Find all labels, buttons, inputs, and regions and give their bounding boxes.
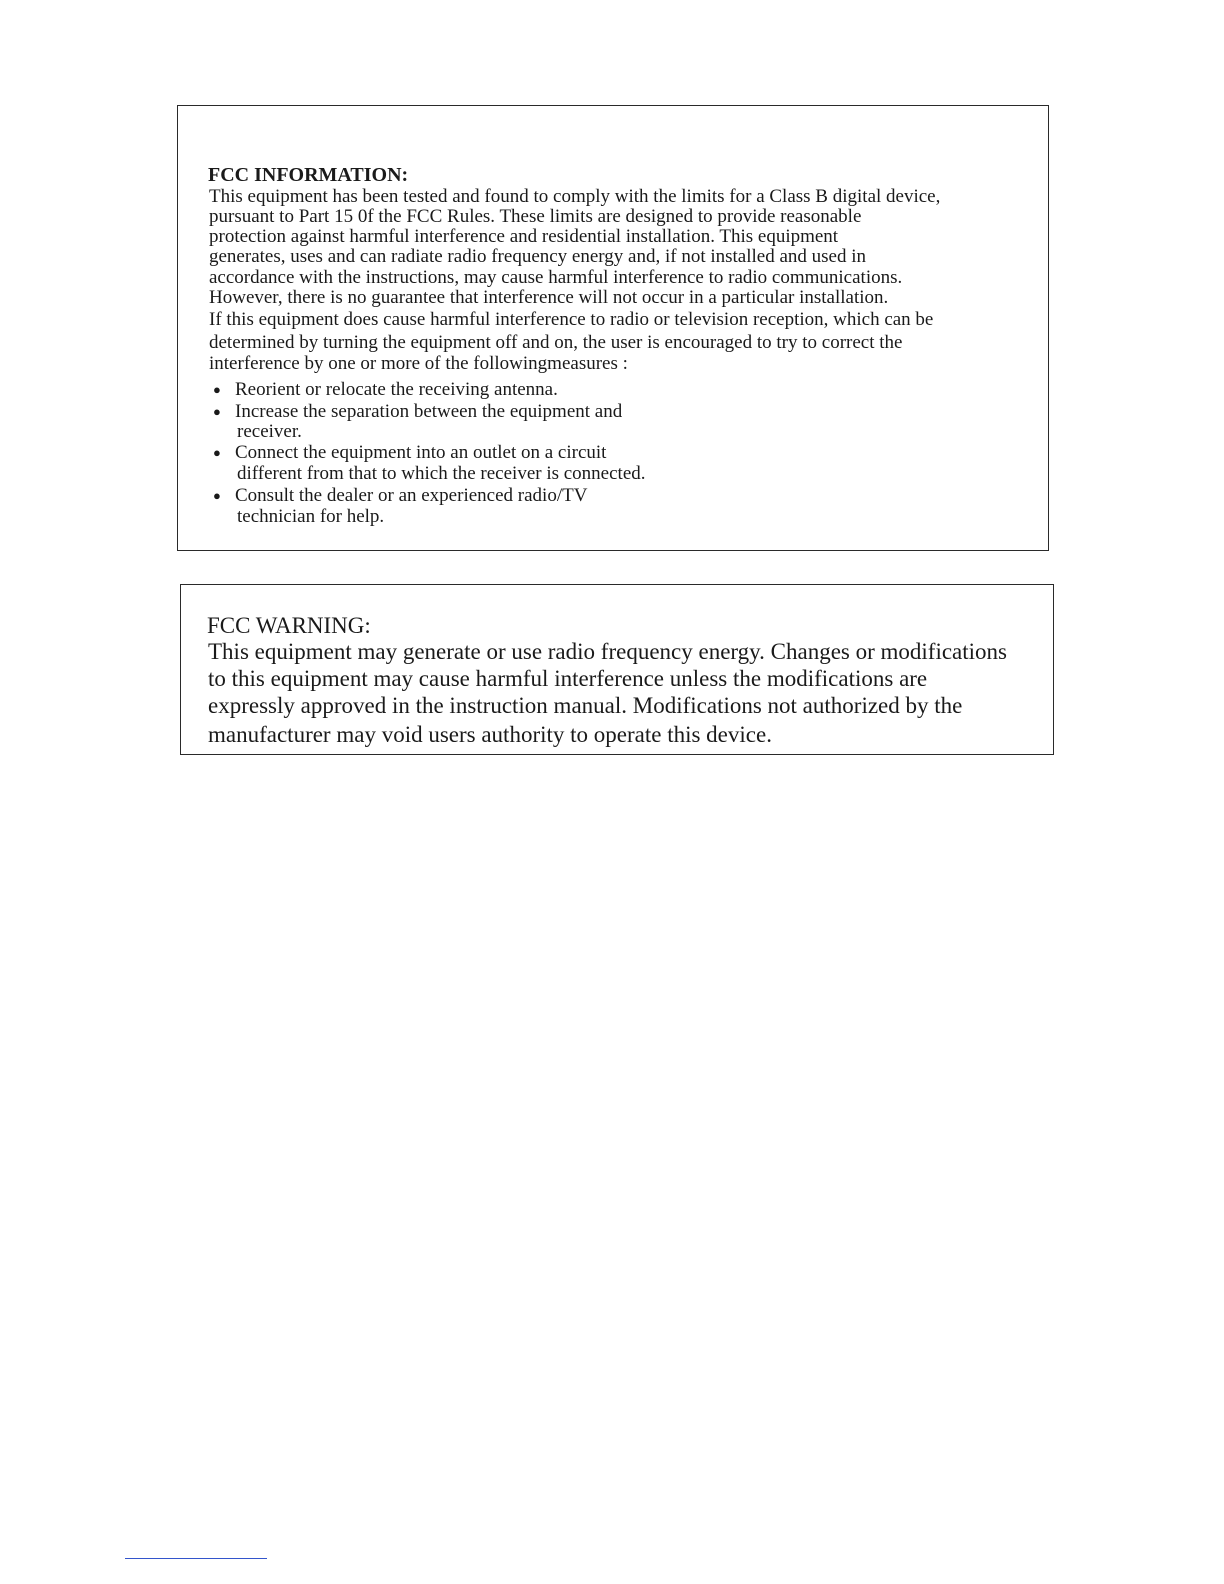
fcc-information-line: If this equipment does cause harmful interference to radio or television reception, which can be [209, 309, 934, 330]
bullet-item-continuation: receiver. [237, 421, 302, 442]
footnote-separator [125, 1558, 267, 1559]
bullet-item-continuation: different from that to which the receiver is connected. [237, 463, 646, 484]
fcc-warning-line: expressly approved in the instruction manual. Modifications not authorized by the [208, 693, 963, 718]
fcc-information-line: However, there is no guarantee that interference will not occur in a particular installation. [209, 287, 889, 308]
bullet-dot-icon: ● [213, 445, 221, 460]
fcc-warning-line: to this equipment may cause harmful interference unless the modifications are [208, 666, 928, 691]
bullet-item-continuation: technician for help. [237, 506, 385, 527]
fcc-information-line: This equipment has been tested and found to comply with the limits for a Class B digital device, [209, 186, 941, 207]
fcc-information-line: pursuant to Part 15 0f the FCC Rules. These limits are designed to provide reasonable [209, 206, 862, 227]
fcc-information-line: determined by turning the equipment off and on, the user is encouraged to try to correct the [209, 332, 903, 353]
bullet-item: Reorient or relocate the receiving antenna. [235, 379, 558, 400]
fcc-information-line: generates, uses and can radiate radio frequency energy and, if not installed and used in [209, 246, 867, 267]
bullet-dot-icon: ● [213, 382, 221, 397]
bullet-dot-icon: ● [213, 404, 221, 419]
fcc-information-line: protection against harmful interference and residential installation. This equipment [209, 226, 839, 247]
fcc-information-box [177, 105, 1049, 551]
fcc-information-line: interference by one or more of the followingmeasures : [209, 353, 628, 374]
fcc-warning-line: This equipment may generate or use radio frequency energy. Changes or modifications [208, 639, 1007, 664]
bullet-dot-icon: ● [213, 488, 221, 503]
fcc-information-line: accordance with the instructions, may cause harmful interference to radio communications. [209, 267, 903, 288]
bullet-item: Consult the dealer or an experienced radio/TV [235, 485, 588, 506]
fcc-warning-box [180, 584, 1054, 755]
fcc-information-title: FCC INFORMATION: [208, 164, 409, 186]
bullet-item: Connect the equipment into an outlet on a circuit [235, 442, 607, 463]
fcc-warning-title: FCC WARNING: [207, 613, 371, 638]
fcc-warning-line: manufacturer may void users authority to operate this device. [208, 722, 772, 747]
bullet-item: Increase the separation between the equipment and [235, 401, 623, 422]
